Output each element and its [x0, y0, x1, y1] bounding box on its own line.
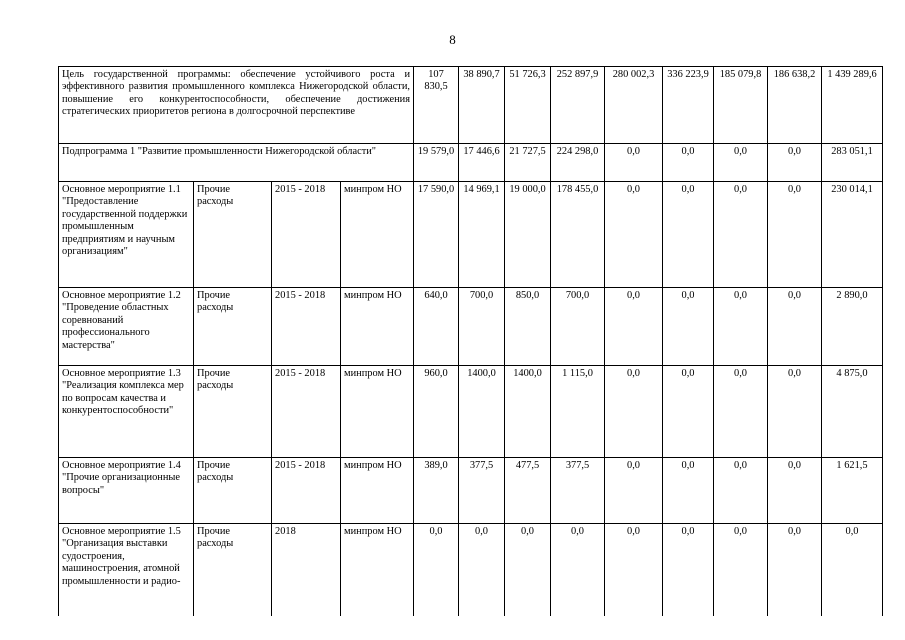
value-4: 700,0: [551, 288, 605, 366]
goal-value-5: 280 002,3: [605, 67, 663, 144]
value-8: 0,0: [768, 288, 822, 366]
value-total: 1 621,5: [822, 458, 883, 524]
expense-type: Прочие расходы: [194, 182, 272, 288]
period: 2015 - 2018: [272, 288, 341, 366]
goal-value-8: 186 638,2: [768, 67, 822, 144]
expense-type: Прочие расходы: [194, 458, 272, 524]
value-total: 0,0: [822, 524, 883, 616]
value-4: 1 115,0: [551, 366, 605, 458]
value-4: 0,0: [551, 524, 605, 616]
period: 2015 - 2018: [272, 366, 341, 458]
value-6: 0,0: [663, 458, 714, 524]
value-6: 0,0: [663, 366, 714, 458]
value-7: 0,0: [714, 182, 768, 288]
subprogram-value-3: 21 727,5: [505, 144, 551, 182]
subprogram-description: Подпрограмма 1 "Развитие промышленности Нижегородской области": [59, 144, 414, 182]
goal-value-total: 1 439 289,6: [822, 67, 883, 144]
subprogram-value-7: 0,0: [714, 144, 768, 182]
value-8: 0,0: [768, 524, 822, 616]
value-2: 700,0: [459, 288, 505, 366]
value-total: 2 890,0: [822, 288, 883, 366]
executor: минпром НО: [341, 288, 414, 366]
goal-value-1: 107 830,5: [414, 67, 459, 144]
value-7: 0,0: [714, 524, 768, 616]
value-2: 1400,0: [459, 366, 505, 458]
value-5: 0,0: [605, 366, 663, 458]
value-2: 0,0: [459, 524, 505, 616]
goal-row: [59, 67, 883, 144]
value-3: 1400,0: [505, 366, 551, 458]
subprogram-value-6: 0,0: [663, 144, 714, 182]
activity-name: Основное мероприятие 1.4 "Прочие организационные вопросы": [59, 458, 194, 524]
goal-value-6: 336 223,9: [663, 67, 714, 144]
value-total: 4 875,0: [822, 366, 883, 458]
value-1: 17 590,0: [414, 182, 459, 288]
goal-value-7: 185 079,8: [714, 67, 768, 144]
period: 2015 - 2018: [272, 458, 341, 524]
goal-value-2: 38 890,7: [459, 67, 505, 144]
activity-name: Основное мероприятие 1.1 "Предоставление государственной поддержки промышленным предприятиям и научным организациям": [59, 182, 194, 288]
activity-name: Основное мероприятие 1.3 "Реализация комплекса мер по вопросам качества и конкурентоспособности": [59, 366, 194, 458]
executor: минпром НО: [341, 458, 414, 524]
value-5: 0,0: [605, 524, 663, 616]
table-row: [59, 182, 883, 288]
subprogram-value-1: 19 579,0: [414, 144, 459, 182]
value-2: 377,5: [459, 458, 505, 524]
activity-name: Основное мероприятие 1.5 "Организация выставки судостроения, машиностроения, атомной промышленности и радио-: [59, 524, 194, 616]
subprogram-value-8: 0,0: [768, 144, 822, 182]
value-1: 960,0: [414, 366, 459, 458]
subprogram-value-5: 0,0: [605, 144, 663, 182]
expense-type: Прочие расходы: [194, 366, 272, 458]
value-3: 850,0: [505, 288, 551, 366]
table-row: [59, 366, 883, 458]
value-4: 377,5: [551, 458, 605, 524]
period: 2015 - 2018: [272, 182, 341, 288]
page-number: 8: [449, 32, 456, 47]
value-3: 19 000,0: [505, 182, 551, 288]
table-row: [59, 288, 883, 366]
expense-type: Прочие расходы: [194, 288, 272, 366]
value-8: 0,0: [768, 458, 822, 524]
activity-name: Основное мероприятие 1.2 "Проведение областных соревнований профессионального мастерства": [59, 288, 194, 366]
executor: минпром НО: [341, 182, 414, 288]
value-4: 178 455,0: [551, 182, 605, 288]
budget-table: [58, 66, 883, 616]
value-1: 640,0: [414, 288, 459, 366]
value-2: 14 969,1: [459, 182, 505, 288]
value-1: 389,0: [414, 458, 459, 524]
table-row: [59, 524, 883, 616]
value-3: 477,5: [505, 458, 551, 524]
value-8: 0,0: [768, 366, 822, 458]
table-row: [59, 458, 883, 524]
value-6: 0,0: [663, 182, 714, 288]
subprogram-value-2: 17 446,6: [459, 144, 505, 182]
period: 2018: [272, 524, 341, 616]
value-1: 0,0: [414, 524, 459, 616]
value-7: 0,0: [714, 288, 768, 366]
value-6: 0,0: [663, 524, 714, 616]
value-7: 0,0: [714, 458, 768, 524]
executor: минпром НО: [341, 366, 414, 458]
value-5: 0,0: [605, 182, 663, 288]
value-5: 0,0: [605, 458, 663, 524]
subprogram-value-total: 283 051,1: [822, 144, 883, 182]
value-5: 0,0: [605, 288, 663, 366]
value-6: 0,0: [663, 288, 714, 366]
value-3: 0,0: [505, 524, 551, 616]
expense-type: Прочие расходы: [194, 524, 272, 616]
value-8: 0,0: [768, 182, 822, 288]
goal-value-3: 51 726,3: [505, 67, 551, 144]
value-7: 0,0: [714, 366, 768, 458]
subprogram-value-4: 224 298,0: [551, 144, 605, 182]
goal-value-4: 252 897,9: [551, 67, 605, 144]
subprogram-row: [59, 144, 883, 182]
goal-description: Цель государственной программы: обеспечение устойчивого роста и эффективного развития промышленного комплекса Нижегородской области, повышение его конкурентоспособности, обеспечение достижения стратегических приоритетов региона в долгосрочной перспективе: [59, 67, 414, 144]
value-total: 230 014,1: [822, 182, 883, 288]
executor: минпром НО: [341, 524, 414, 616]
